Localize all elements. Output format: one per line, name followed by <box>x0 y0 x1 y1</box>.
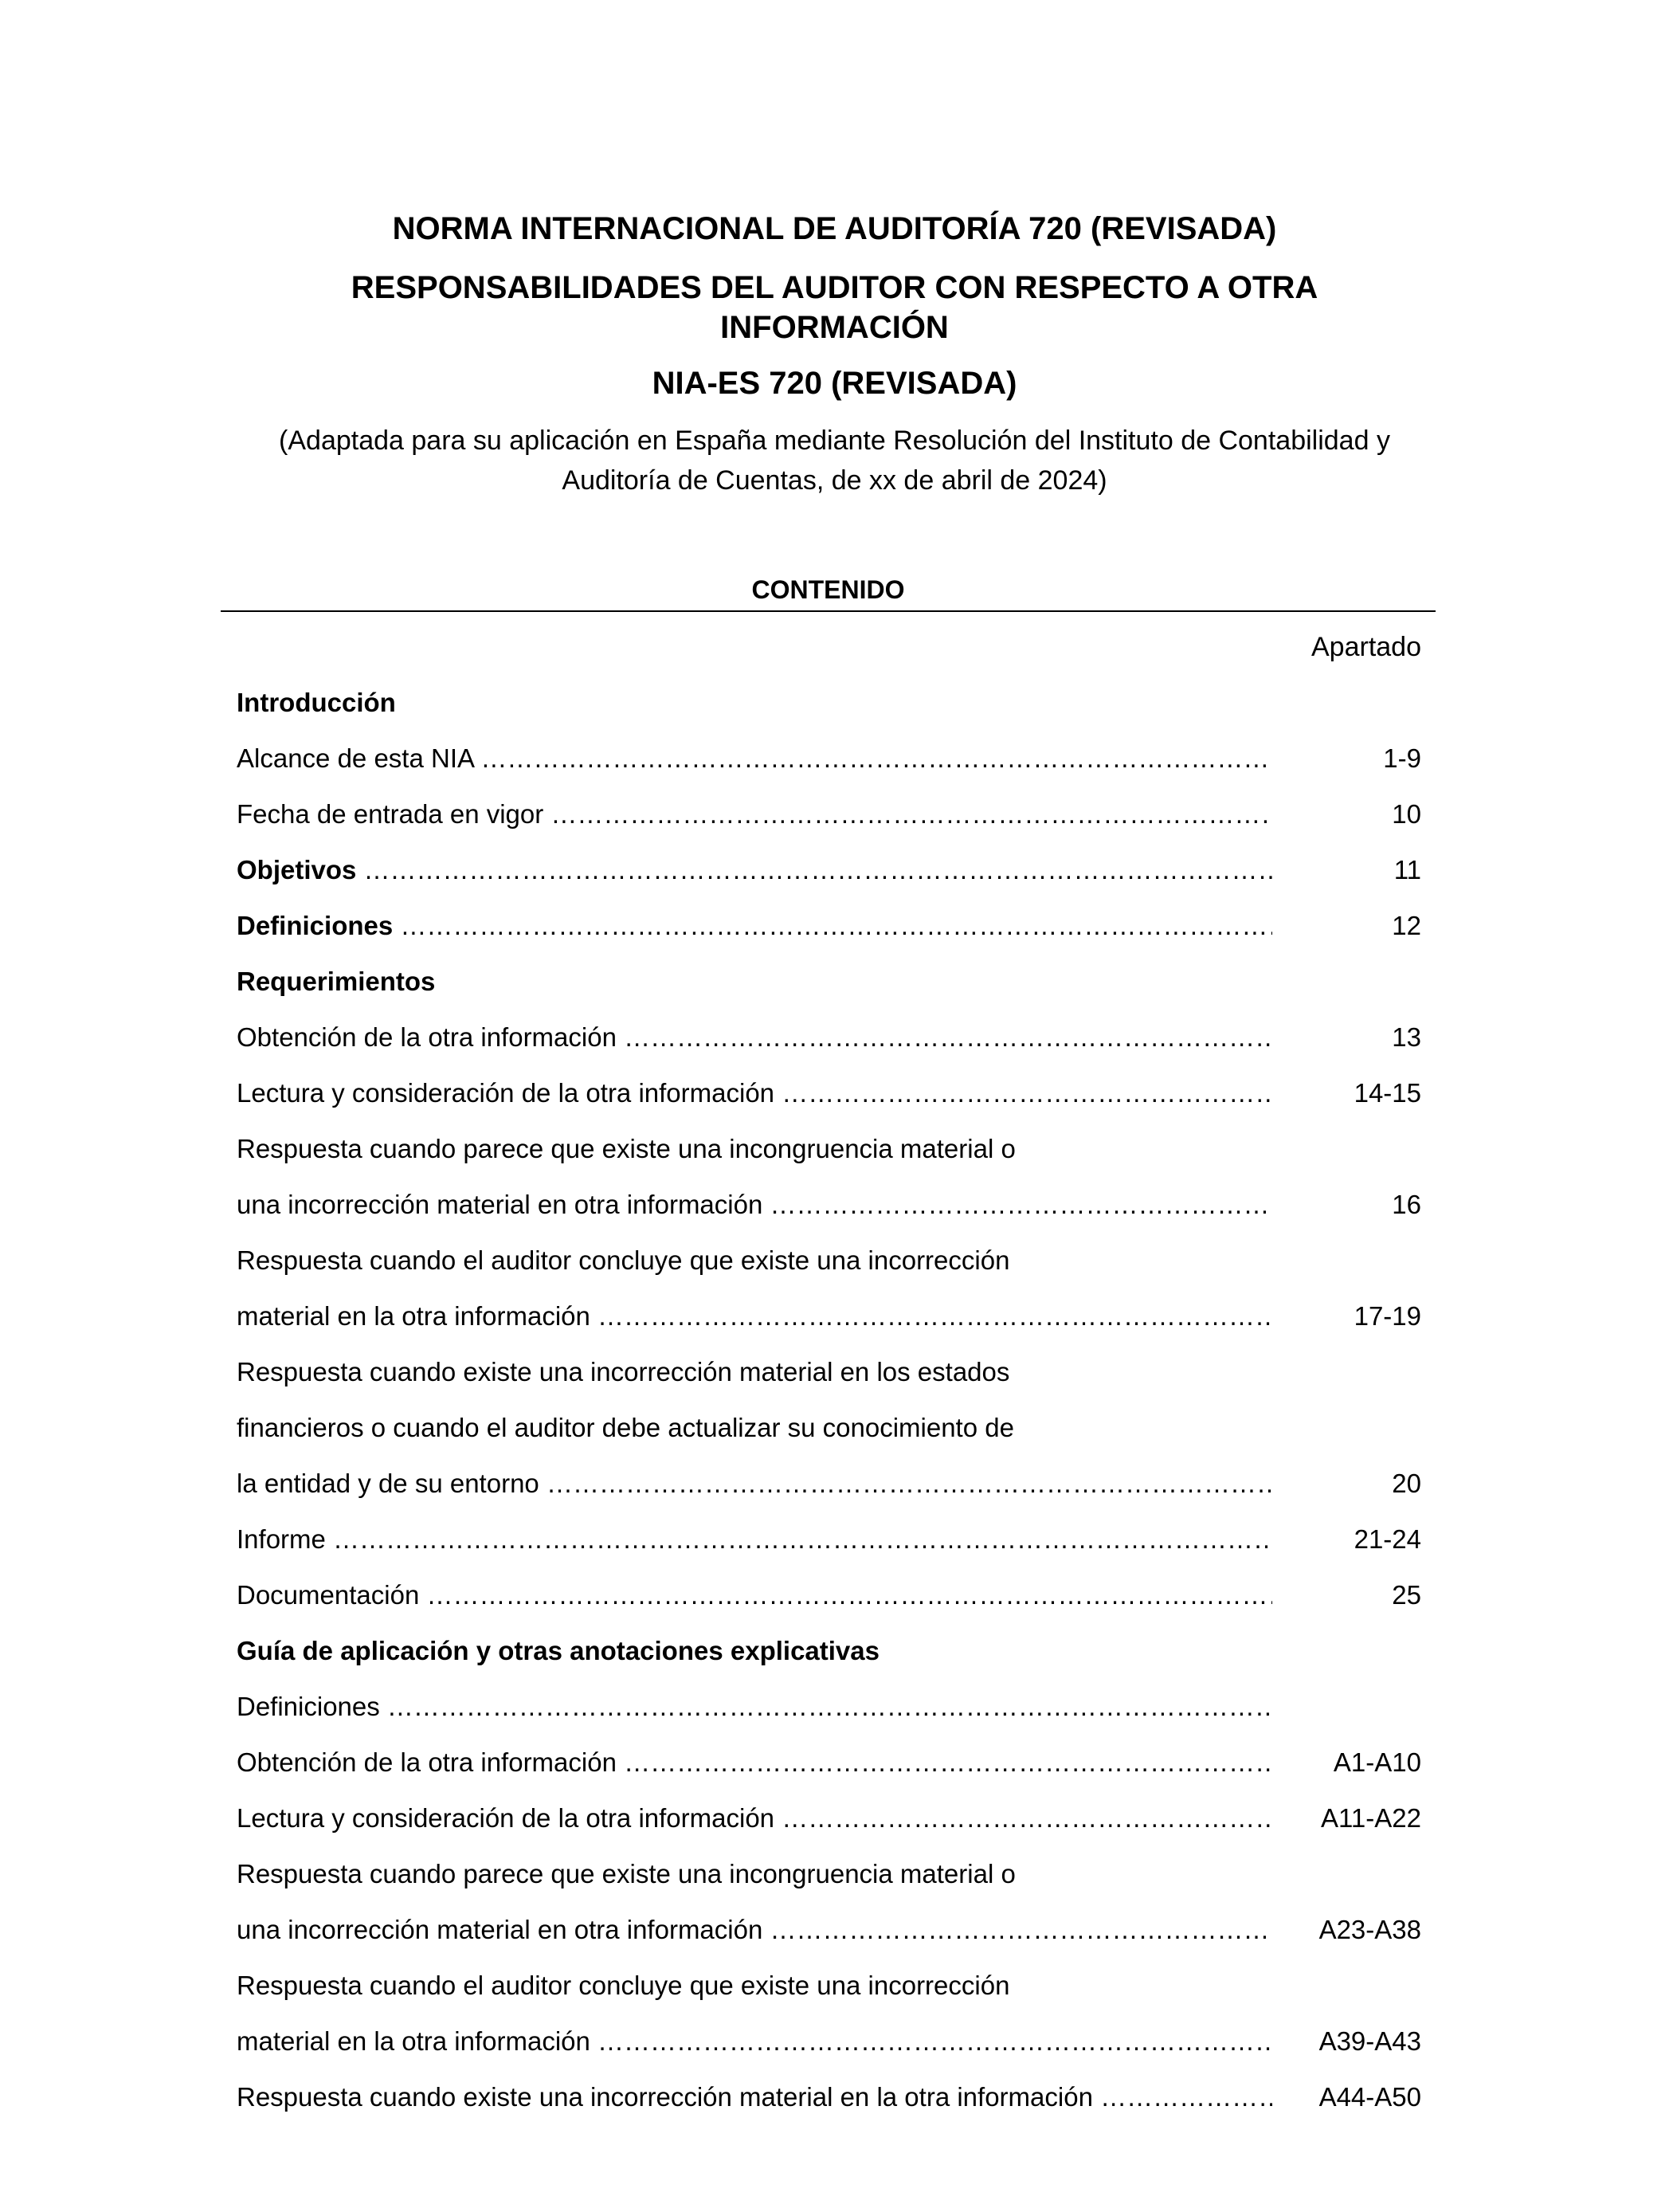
toc-entry <box>237 1187 1421 1243</box>
toc-entry-text: Definiciones …………………………………………………………………………………………………………………………………………………………………………………………………………………………………………………………………… <box>237 908 1272 943</box>
toc-entry <box>237 1466 1421 1522</box>
toc-entry-paragraph: 13 <box>1392 1022 1421 1052</box>
toc-entry-text: una incorrección material en otra información …………………………………………………………………………………………………………………………………………………………………………………………………………………………………………………………………… <box>237 1187 1272 1222</box>
document-title-line4: NIA-ES 720 (REVISADA) <box>652 366 1017 401</box>
toc-entry <box>237 1522 1421 1578</box>
toc-entry-text: Alcance de esta NIA …………………………………………………………………………………………………………………………………………………………………………………………………………………………………………………………………… <box>237 741 1272 776</box>
toc-entry-paragraph: 17-19 <box>1354 1301 1421 1331</box>
toc-entry-paragraph: A11-A22 <box>1321 1803 1421 1833</box>
toc-entry <box>237 1355 1421 1410</box>
toc-entry <box>237 1410 1421 1466</box>
toc-entry-text: Lectura y consideración de la otra información …………………………………………………………………………………………………………………………………………………………………………………………………………………………………………………………………… <box>237 1076 1272 1111</box>
toc-entry <box>237 741 1421 797</box>
toc-entry-text: Documentación …………………………………………………………………………………………………………………………………………………………………………………………………………………………………………………………………… <box>237 1578 1272 1613</box>
toc-entry-text: Respuesta cuando el auditor concluye que existe una incorrección <box>237 1971 1010 2000</box>
document-title-line2: RESPONSABILIDADES DEL AUDITOR CON RESPECTO A OTRA <box>351 270 1318 305</box>
toc-entry-paragraph: 11 <box>1393 855 1421 884</box>
toc-entry <box>237 1131 1421 1187</box>
toc-entry-paragraph: 1-9 <box>1383 743 1421 773</box>
toc-entry-paragraph: A1-A10 <box>1333 1747 1421 1777</box>
toc-entry-text: Respuesta cuando existe una incorrección material en los estados <box>237 1357 1010 1386</box>
contents-heading: CONTENIDO <box>751 575 905 604</box>
toc-entry-text: material en la otra información …………………………………………………………………………………………………………………………………………………………………………………………………………………………………………………………………… <box>237 1299 1272 1334</box>
toc-entry-paragraph: A44-A50 <box>1318 2082 1421 2112</box>
toc-entry-text: Requerimientos <box>237 967 436 996</box>
toc-entry-text: Respuesta cuando parece que existe una incongruencia material o <box>237 1859 1016 1888</box>
toc-entry <box>237 685 1421 741</box>
toc-entry-text: la entidad y de su entorno …………………………………………………………………………………………………………………………………………………………………………………………………………………………………………………………………… <box>237 1466 1272 1501</box>
toc-entry <box>237 797 1421 853</box>
toc-entry <box>237 1299 1421 1355</box>
document-title: NORMA INTERNACIONAL DE AUDITORÍA 720 (REVISADA) <box>392 211 1277 246</box>
toc-entry <box>237 1912 1421 1968</box>
toc-entry-paragraph: 21-24 <box>1354 1524 1421 1554</box>
document-title-line3: INFORMACIÓN <box>720 310 949 345</box>
toc-entry-text: Lectura y consideración de la otra información …………………………………………………………………………………………………………………………………………………………………………………………………………………………………………………………………… <box>237 1801 1272 1836</box>
toc-entry <box>237 1076 1421 1131</box>
toc-entry <box>237 1634 1421 1689</box>
toc-entry-paragraph: 14-15 <box>1354 1078 1421 1108</box>
toc-entry <box>237 1020 1421 1076</box>
toc-entry <box>237 908 1421 964</box>
toc-entry-paragraph: 12 <box>1392 911 1421 940</box>
toc-entry-text: Fecha de entrada en vigor …………………………………………………………………………………………………………………………………………………………………………………………………………………………………………………………………… <box>237 797 1272 832</box>
toc-entry <box>237 1243 1421 1299</box>
toc-entry-paragraph: 10 <box>1392 799 1421 829</box>
toc-entry-text: Respuesta cuando el auditor concluye que existe una incorrección <box>237 1245 1010 1275</box>
toc-entry <box>237 2080 1421 2136</box>
toc-entry <box>237 1857 1421 1912</box>
toc-entry <box>237 1968 1421 2024</box>
toc-entry <box>237 2024 1421 2080</box>
toc-entry-text: Obtención de la otra información …………………………………………………………………………………………………………………………………………………………………………………………………………………………………………………………………… <box>237 1745 1272 1780</box>
document-subtitle-line1: (Adaptada para su aplicación en España mediante Resolución del Instituto de Contabilidad y <box>279 426 1390 456</box>
toc-entry-text: Informe …………………………………………………………………………………………………………………………………………………………………………………………………………………………………………………………………… <box>237 1522 1272 1557</box>
toc-entry-text: Respuesta cuando parece que existe una incongruencia material o <box>237 1134 1016 1163</box>
toc-entry-text: material en la otra información …………………………………………………………………………………………………………………………………………………………………………………………………………………………………………………………………… <box>237 2024 1272 2059</box>
toc-entry-text: Definiciones …………………………………………………………………………………………………………………………………………………………………………………………………………………………………………………………………… <box>237 1689 1272 1724</box>
toc-entry-text: una incorrección material en otra información …………………………………………………………………………………………………………………………………………………………………………………………………………………………………………………………………… <box>237 1912 1272 1947</box>
toc-entry <box>237 1578 1421 1634</box>
toc-entry <box>237 1745 1421 1801</box>
toc-entry-paragraph: 16 <box>1392 1190 1421 1219</box>
contents-divider <box>221 610 1436 612</box>
toc-entry-paragraph: 25 <box>1392 1580 1421 1610</box>
toc-entry-paragraph: 20 <box>1392 1469 1421 1498</box>
toc-entry <box>237 853 1421 908</box>
toc-entry-text: Objetivos …………………………………………………………………………………………………………………………………………………………………………………………………………………………………………………………………… <box>237 853 1272 888</box>
toc-entry-text: Obtención de la otra información …………………………………………………………………………………………………………………………………………………………………………………………………………………………………………………………………… <box>237 1020 1272 1055</box>
toc-entry-text: Respuesta cuando existe una incorrección material en la otra información …………………………………………………………………………………………………………………………………………………………………………………………………………………………………………………………………… <box>237 2080 1272 2115</box>
toc-entry-text: Introducción <box>237 688 396 717</box>
toc-entry <box>237 964 1421 1020</box>
toc-entry-text: financieros o cuando el auditor debe actualizar su conocimiento de <box>237 1413 1014 1442</box>
toc-entry <box>237 1801 1421 1857</box>
apartado-column-label: Apartado <box>1311 632 1421 662</box>
toc-entry-paragraph: A39-A43 <box>1318 2026 1421 2056</box>
toc-entry-paragraph: A23-A38 <box>1318 1915 1421 1944</box>
toc-entry-text: Guía de aplicación y otras anotaciones explicativas <box>237 1636 880 1665</box>
document-subtitle-line2: Auditoría de Cuentas, de xx de abril de 2024) <box>562 465 1107 496</box>
toc-entry <box>237 1689 1421 1745</box>
